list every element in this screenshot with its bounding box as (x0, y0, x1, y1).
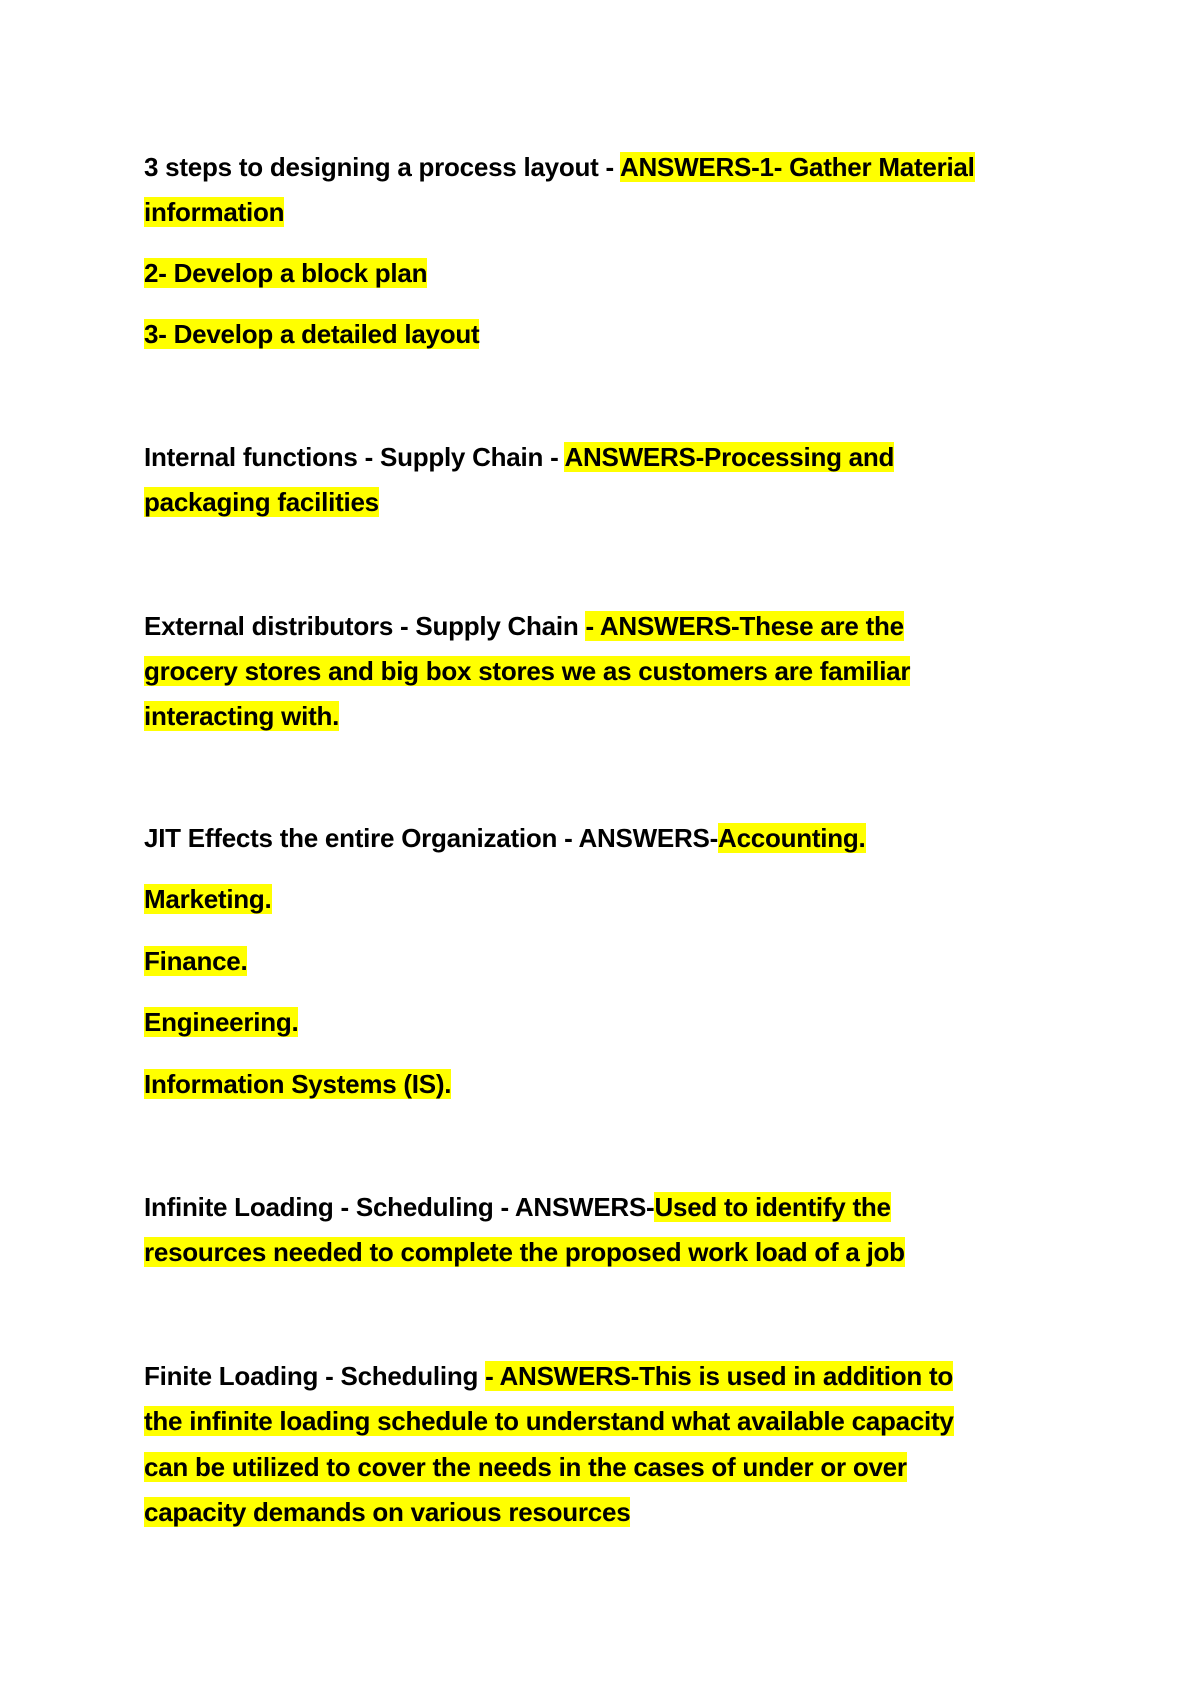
entry-3-answer: - ANSWERS-These are the (585, 611, 904, 641)
entry-1-step-2-text: 2- Develop a block plan (144, 258, 428, 288)
entry-5-answer: Used to identify the (654, 1192, 891, 1222)
entry-4-item-4: Information Systems (IS). (144, 1069, 452, 1099)
entry-6-line-2 (144, 1398, 954, 1444)
entry-1-line-2 (144, 189, 284, 235)
entry-6-line-4 (144, 1489, 630, 1535)
entry-4-line-1 (144, 815, 866, 861)
entry-5-answer-cont: resources needed to complete the proposed work load of a job (144, 1237, 905, 1267)
entry-3-question: External distributors - Supply Chain (144, 611, 586, 641)
entry-3-line-2 (144, 648, 910, 694)
entry-3-answer-cont: grocery stores and big box stores we as customers are familiar (144, 656, 911, 686)
entry-6-answer-cont-2: can be utilized to cover the needs in the cases of under or over (144, 1452, 907, 1482)
entry-2-answer-cont: packaging facilities (144, 487, 379, 517)
entry-6-answer-end: capacity demands on various resources (144, 1497, 631, 1527)
entry-5-question: Infinite Loading - Scheduling - ANSWERS- (144, 1192, 655, 1222)
entry-6-answer: - ANSWERS-This is used in addition to (485, 1361, 953, 1391)
entry-6-answer-cont-1: the infinite loading schedule to understand what available capacity (144, 1406, 954, 1436)
entry-6-question: Finite Loading - Scheduling (144, 1361, 486, 1391)
entry-2-line-1 (144, 434, 894, 480)
entry-1-question: 3 steps to designing a process layout - (144, 152, 620, 182)
entry-2-answer: ANSWERS-Processing and (564, 442, 895, 472)
entry-1-answer: ANSWERS-1- Gather Material (619, 152, 975, 182)
entry-4-item-is (144, 1061, 451, 1107)
entry-1-step-2 (144, 250, 427, 296)
entry-4-item-marketing (144, 876, 272, 922)
entry-5-line-1 (144, 1184, 891, 1230)
entry-4-question: JIT Effects the entire Organization - ANSWERS- (144, 823, 719, 853)
entry-3-answer-end: interacting with. (144, 701, 340, 731)
entry-4-item-3: Engineering. (144, 1007, 299, 1037)
entry-2-line-2 (144, 479, 379, 525)
entry-1-step-3 (144, 311, 479, 357)
entry-6-line-3 (144, 1444, 907, 1490)
entry-4-answer: Accounting. (718, 823, 866, 853)
entry-3-line-1 (144, 603, 904, 649)
entry-1-line-1 (144, 144, 975, 190)
entry-4-item-2: Finance. (144, 946, 248, 976)
entry-6-line-1 (144, 1353, 953, 1399)
entry-1-step-3-text: 3- Develop a detailed layout (144, 319, 480, 349)
entry-3-line-3 (144, 693, 339, 739)
entry-5-line-2 (144, 1229, 905, 1275)
entry-4-item-finance (144, 938, 247, 984)
entry-4-item-engineering (144, 999, 298, 1045)
entry-2-question: Internal functions - Supply Chain - (144, 442, 565, 472)
entry-1-answer-cont: information (144, 197, 285, 227)
entry-4-item-1: Marketing. (144, 884, 272, 914)
